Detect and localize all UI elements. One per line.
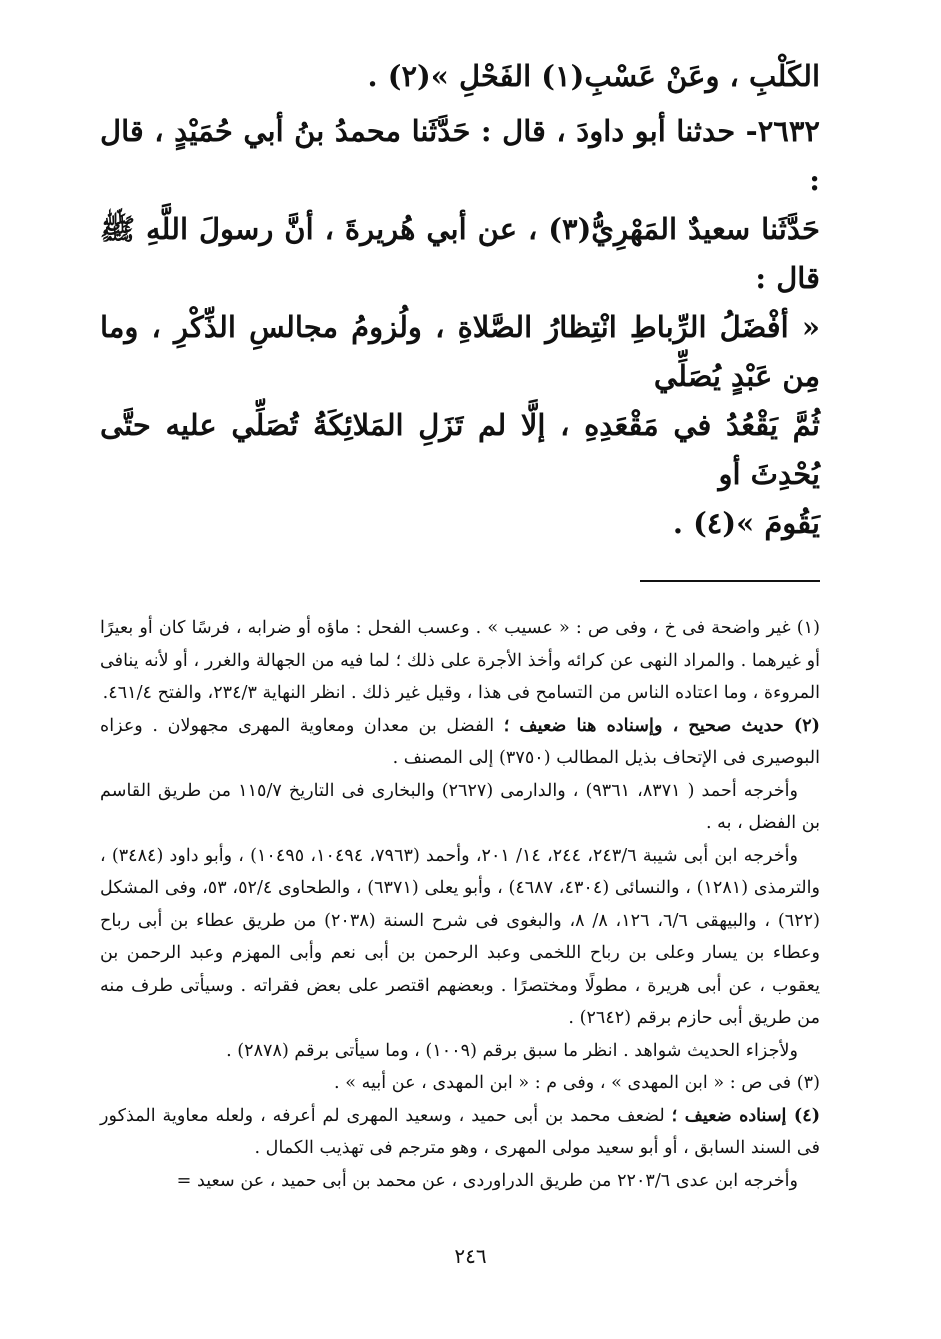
- main-line-4: « أفْضَلُ الرِّباطِ انْتِظارُ الصَّلاةِ ، ولُزومُ مجالسِ الذِّكْرِ ، وما مِن عَبْدٍ يُصَلِّي: [100, 310, 820, 393]
- footnote-separator: [640, 580, 820, 582]
- footnote-2-ref-a: وأخرجه أحمد ( ٨٣٧١، ٩٣٦١) ، والدارمى (٢٦٢٧) والبخارى فى التاريخ ١١٥/٧ من طريق القاسم بن الفضل ، به .: [100, 780, 820, 833]
- footnote-1: (١) غير واضحة فى خ ، وفى ص : « عسيب » . وعسب الفحل : ماؤه أو ضرابه ، فرسًا كان أو بعيرًا أو غيرهما . والمراد النهى عن كرائه وأخذ الأجرة على ذلك ؛ لما فيه من الجهالة والغرر ، أو لأنه ينافى المروءة ، وما اعتاده الناس من التسامح فى هذا ، وقيل غير ذلك . انظر النهاية ٢٣٤/٣، والفتح ٤٦١/٤.: [100, 618, 820, 703]
- main-line-1: الكَلْبِ ، وعَنْ عَسْبِ(١) الفَحْلِ »(٢) .: [367, 59, 820, 93]
- footnote-2-ref-c: ولأجزاء الحديث شواهد . انظر ما سبق برقم (١٠٠٩) ، وما سيأتى برقم (٢٨٧٨) .: [226, 1040, 798, 1061]
- footnote-2: (٢) حديث صحيح ، وإسناده هنا ضعيف ؛ الفضل بن معدان ومعاوية المهرى مجهولان . وعزاه البوصيرى فى الإتحاف بذيل المطالب (٣٧٥٠) إلى المصنف .: [100, 714, 820, 768]
- footnote-4: (٤) إسناده ضعيف ؛ لضعف محمد بن أبى حميد ، وسعيد المهرى لم أعرفه ، ولعله معاوية المذكور فى السند السابق ، أو أبو سعيد مولى المهرى ، وهو مترجم فى تهذيب الكمال .: [100, 1104, 821, 1158]
- main-line-6: يَقُومَ »(٤) .: [672, 506, 820, 540]
- footnotes: [100, 612, 820, 1197]
- main-text: [100, 52, 820, 548]
- page-content: [100, 52, 820, 1197]
- hadith-number: ٢٦٣٢-: [745, 114, 820, 148]
- footnote-3: (٣) فى ص : « ابن المهدى » ، وفى م : « ابن المهدى ، عن أبيه » .: [334, 1073, 820, 1093]
- footnote-2-ref-b: وأخرجه ابن أبى شيبة ٢٤٣/٦، ٢٤٤، ١٤/ ٢٠١، وأحمد (٧٩٦٣، ١٠٤٩٤، ١٠٤٩٥) ، وأبو داود (٣٤٨٤) ، والترمذى (١٢٨١) ، والنسائى (٤٣٠٤، ٤٦٨٧) ، وأبو يعلى (٦٣٧١) ، والطحاوى ٥٢/٤، ٥٣، وفى المشكل (٦٢٢) ، والبيهقى ٦/٦، ١٢٦، ٨/ ٨، والبغوى فى شرح السنة (٢٠٣٨) من طريق عطاء بن أبى رباح وعطاء بن يسار وعلى بن رباح اللخمى وعبد الرحمن بن أبى نعم وأبى المهزم وعبد الرحمن بن يعقوب ، عن أبى هريرة ، مطولًا ومختصرًا . وبعضهم اقتصر على بعض فقراته . وسيأتى طرف منه من طريق أبى حازم برقم (٢٦٤٢) .: [100, 845, 821, 1028]
- main-line-5: ثُمَّ يَقْعُدُ في مَقْعَدِهِ ، إلَّا لم تَزَلِ المَلائِكَةُ تُصَلِّي عليه حتَّى يُحْدِثَ أو: [100, 408, 820, 491]
- footnote-4-ref: وأخرجه ابن عدى ٢٢٠٣/٦ من طريق الدراوردى ، عن محمد بن أبى حميد ، عن سعيد =: [176, 1170, 798, 1191]
- main-line-3: حَدَّثَنا سعيدٌ المَهْرِيُّ(٣) ، عن أبي هُريرةَ ، أنَّ رسولَ اللَّهِ ﷺ قال :: [100, 212, 820, 295]
- main-line-2-text: حدثنا أبو داودَ ، قال : حَدَّثَنا محمدُ بنُ أبي حُمَيْدٍ ، قال :: [100, 114, 820, 197]
- main-line-2: [100, 107, 820, 205]
- page-number: ٢٤٦: [454, 1244, 487, 1268]
